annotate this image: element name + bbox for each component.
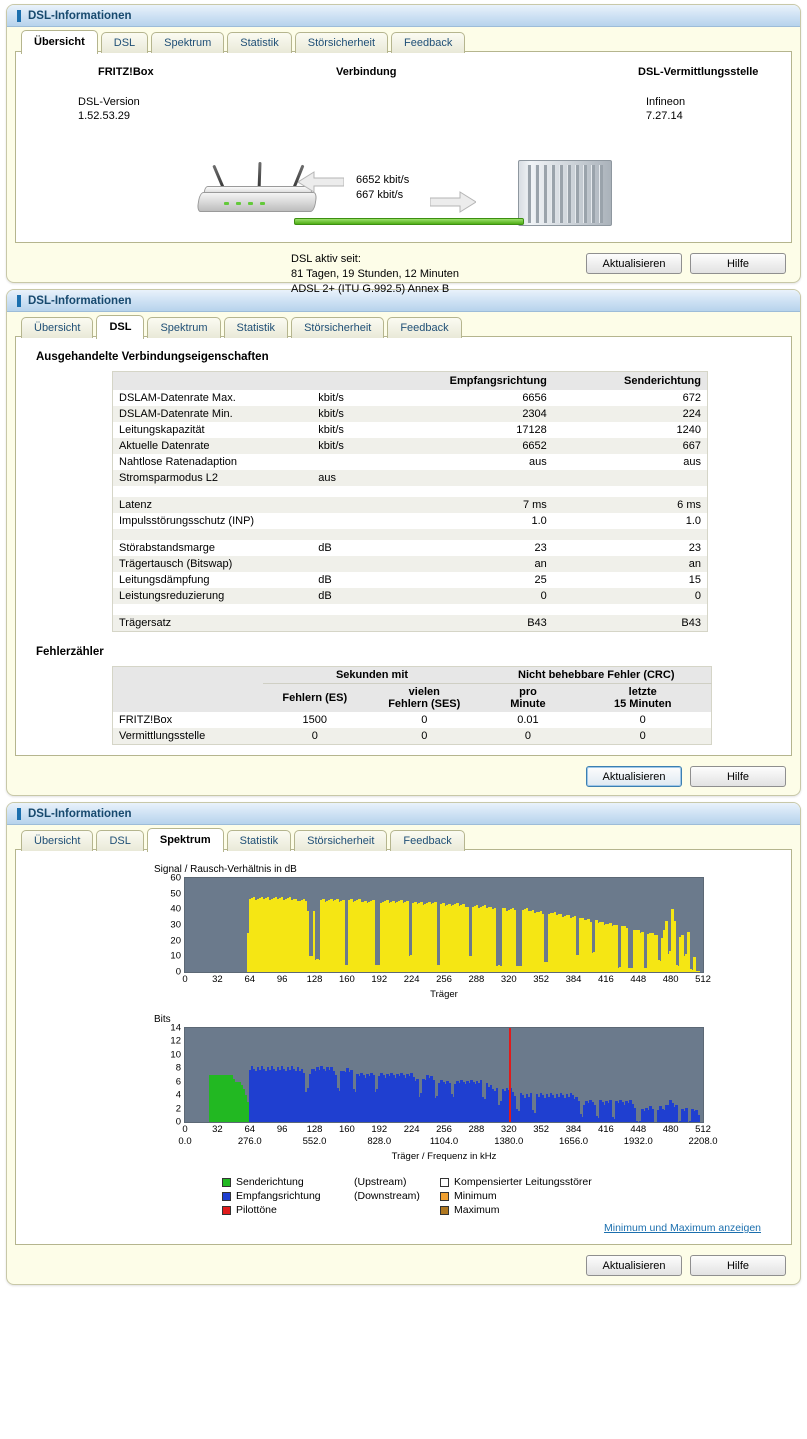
- cell-name: Leitungskapazität: [113, 422, 313, 438]
- overview-dslversion-value: 1.52.53.29: [78, 110, 130, 122]
- chart-bar: [651, 1109, 654, 1122]
- tab-dsl[interactable]: DSL: [96, 315, 144, 339]
- legend-label-send: Senderichtung: [236, 1176, 304, 1188]
- axis-tick-x: 384: [565, 974, 582, 985]
- axis-tick-x: 160: [338, 974, 355, 985]
- axis-tick-x: 96: [276, 974, 288, 985]
- axis-tick-x: 480: [662, 974, 679, 985]
- spectrum-legend: [222, 1176, 781, 1216]
- axis-tick-x-khz: 828.0: [367, 1136, 392, 1147]
- bits-xaxis-label: Träger / Frequenz in kHz: [391, 1151, 497, 1162]
- axis-tick-x: 64: [244, 1124, 256, 1135]
- axis-tick-x: 448: [630, 1124, 647, 1135]
- axis-tick-y: 50: [170, 888, 181, 900]
- col-group-crc: Nicht behebbare Fehler (CRC): [482, 667, 712, 684]
- table-row: [113, 422, 708, 438]
- col-ses-l1: vielen: [408, 686, 440, 698]
- router-led: [236, 202, 241, 205]
- cell-up: 23: [553, 540, 708, 556]
- chart-bar: [687, 932, 690, 972]
- dsl-properties-table: [112, 371, 708, 632]
- cell-down: B43: [398, 615, 553, 632]
- help-button[interactable]: Hilfe: [690, 1255, 786, 1276]
- active-since-value: 81 Tagen, 19 Stunden, 12 Minuten: [291, 268, 459, 280]
- col-crc-min-l2: Minute: [510, 698, 546, 710]
- legend-swatch-maximum: [440, 1206, 449, 1215]
- col-blank: [113, 667, 263, 684]
- axis-tick-x-khz: 1656.0: [558, 1136, 589, 1147]
- col-unit: [312, 372, 398, 391]
- error-counter-table: [112, 666, 712, 745]
- axis-tick-x: 128: [306, 974, 323, 985]
- help-button[interactable]: Hilfe: [690, 253, 786, 274]
- rate-downstream: 6652 kbit/s: [356, 174, 410, 186]
- cell-down: 6652: [398, 438, 553, 454]
- cell-name: DSLAM-Datenrate Min.: [113, 406, 313, 422]
- col-crc-15-l1: letzte: [628, 686, 657, 698]
- tab-statistik[interactable]: Statistik: [224, 317, 289, 338]
- dslam-illustration: [518, 160, 612, 226]
- cell-crc-15: 0: [574, 712, 711, 728]
- col-ses-l2: Fehlern (SES): [388, 698, 461, 710]
- title-accent-bar: [17, 295, 21, 307]
- cell-crc-min: 0: [482, 728, 575, 745]
- legend-swatch-compensated: [440, 1178, 449, 1187]
- legend-swatch-pilot: [222, 1206, 231, 1215]
- connection-rates: [356, 173, 409, 203]
- tab-spektrum[interactable]: Spektrum: [147, 317, 220, 338]
- chart-bar: [693, 957, 696, 972]
- snr-chart-title: Signal / Rausch-Verhältnis in dB: [154, 864, 297, 875]
- table-subheader-row: [113, 684, 712, 713]
- cell-down: an: [398, 556, 553, 572]
- cell-es: 1500: [263, 712, 368, 728]
- router-body: [196, 192, 317, 212]
- col-blank2: [113, 684, 263, 713]
- chart-bar: [697, 971, 700, 972]
- cell-unit: kbit/s: [312, 438, 398, 454]
- axis-tick-x: 416: [597, 974, 614, 985]
- axis-tick-x: 512: [695, 974, 711, 985]
- axis-tick-y: 14: [170, 1022, 181, 1034]
- panel-title-text: DSL-Informationen: [28, 9, 132, 22]
- cell-crc-min: 0.01: [482, 712, 575, 728]
- table-row: [113, 556, 708, 572]
- cell-up: 1240: [553, 422, 708, 438]
- cell-unit: aus: [312, 470, 398, 486]
- axis-tick-x: 224: [403, 974, 420, 985]
- overview-exchange-version: 7.27.14: [646, 110, 683, 122]
- tab-uebersicht[interactable]: Übersicht: [21, 317, 93, 338]
- panel-title-overview: [7, 5, 800, 27]
- chart-bar: [514, 910, 517, 972]
- cell-up: 672: [553, 390, 708, 406]
- cell-ses: 0: [367, 712, 481, 728]
- chart-bar: [434, 902, 437, 972]
- table-spacer: [113, 604, 708, 615]
- col-downstream: Empfangsrichtung: [398, 372, 553, 391]
- chart-bar: [641, 932, 644, 972]
- cell-down: aus: [398, 454, 553, 470]
- downstream-arrow-icon: [298, 170, 344, 194]
- tab-uebersicht[interactable]: Übersicht: [21, 30, 98, 54]
- col-crc-min: [482, 684, 575, 713]
- col-crc-min-l1: pro: [519, 686, 537, 698]
- tab-dsl[interactable]: DSL: [101, 32, 148, 53]
- bits-chart-wrap: [26, 1004, 781, 1166]
- table-group-header-row: [113, 667, 712, 684]
- overview-dslversion-label: DSL-Version: [78, 96, 140, 108]
- cell-unit: [312, 615, 398, 632]
- snr-xaxis-label: Träger: [430, 989, 458, 1000]
- bits-chart-title: Bits: [154, 1014, 171, 1025]
- router-led: [248, 202, 253, 205]
- cell-down: 2304: [398, 406, 553, 422]
- axis-tick-x: 416: [597, 1124, 614, 1135]
- cell-unit: [312, 497, 398, 513]
- cell-es: 0: [263, 728, 368, 745]
- tab-statistik[interactable]: Statistik: [227, 32, 292, 53]
- legend-swatch-minimum: [440, 1192, 449, 1201]
- legend-label-maximum: Maximum: [454, 1204, 500, 1216]
- dsl-table-body: [113, 390, 708, 632]
- cell-name: Aktuelle Datenrate: [113, 438, 313, 454]
- spektrum-buttons: [7, 1246, 800, 1276]
- cell-unit: kbit/s: [312, 422, 398, 438]
- axis-tick-x: 96: [276, 1124, 288, 1135]
- cell-name: Trägersatz: [113, 615, 313, 632]
- snr-bars: [185, 878, 703, 972]
- table-row: [113, 438, 708, 454]
- axis-tick-x-khz: 1104.0: [429, 1136, 459, 1147]
- legend-swatch-send: [222, 1178, 231, 1187]
- cell-unit: [312, 454, 398, 470]
- axis-tick-x-khz: 552.0: [302, 1136, 327, 1147]
- axis-tick-x: 0: [182, 1124, 188, 1135]
- axis-tick-x: 384: [565, 1124, 582, 1135]
- cell-unit: kbit/s: [312, 390, 398, 406]
- col-group-seconds: Sekunden mit: [263, 667, 482, 684]
- overview-active-since: [291, 252, 459, 297]
- table-row: [113, 588, 708, 604]
- cell-down: 17128: [398, 422, 553, 438]
- upstream-arrow-icon: [430, 190, 476, 214]
- legend-label-compensated: Kompensierter Leitungsstörer: [454, 1176, 592, 1188]
- axis-tick-y: 10: [170, 1049, 181, 1061]
- table-spacer: [113, 529, 708, 540]
- axis-tick-x-khz: 0.0: [178, 1136, 192, 1147]
- axis-tick-x: 224: [403, 1124, 420, 1135]
- tab-stoersicherheit[interactable]: Störsicherheit: [291, 317, 384, 338]
- cell-name: Latenz: [113, 497, 313, 513]
- tabbar-dsl: [7, 312, 800, 337]
- col-crc-15-l2: 15 Minuten: [613, 698, 672, 710]
- tab-uebersicht[interactable]: Übersicht: [21, 830, 93, 851]
- refresh-button[interactable]: Aktualisieren: [586, 253, 682, 274]
- cell-unit: dB: [312, 572, 398, 588]
- cell-up: B43: [553, 615, 708, 632]
- show-minmax-link[interactable]: Minimum und Maximum anzeigen: [604, 1222, 761, 1234]
- help-button[interactable]: Hilfe: [690, 766, 786, 787]
- cell-up: 6 ms: [553, 497, 708, 513]
- legend-label-pilot: Pilottöne: [236, 1204, 277, 1216]
- axis-tick-x: 352: [533, 974, 550, 985]
- table-row: [113, 513, 708, 529]
- tab-stoersicherheit[interactable]: Störsicherheit: [295, 32, 388, 53]
- axis-tick-x-khz: 1932.0: [623, 1136, 653, 1147]
- axis-tick-y: 40: [170, 903, 181, 915]
- col-es-l2: Fehlern (ES): [282, 692, 348, 704]
- chart-bar: [342, 900, 345, 972]
- axis-tick-y: 8: [175, 1062, 181, 1074]
- title-accent-bar: [17, 808, 21, 820]
- cell-name: Impulsstörungsschutz (INP): [113, 513, 313, 529]
- chart-bar: [685, 1108, 688, 1122]
- chart-bar: [615, 925, 618, 972]
- cell-up: 15: [553, 572, 708, 588]
- snr-chart-wrap: [26, 858, 781, 1004]
- title-accent-bar: [17, 10, 21, 22]
- cell-up: [553, 470, 708, 486]
- axis-tick-x-khz: 276.0: [237, 1136, 262, 1147]
- spektrum-body: [15, 849, 792, 1245]
- dsl-section-title: Ausgehandelte Verbindungseigenschaften: [36, 351, 269, 363]
- cell-name: Vermittlungsstelle: [113, 728, 263, 745]
- axis-tick-x: 160: [338, 1124, 355, 1135]
- cell-up: 0: [553, 588, 708, 604]
- table-row: [113, 712, 712, 728]
- error-section-title: Fehlerzähler: [36, 646, 104, 658]
- axis-tick-x: 128: [306, 1124, 323, 1135]
- cell-name: Stromsparmodus L2: [113, 470, 313, 486]
- table-row: [113, 390, 708, 406]
- tab-feedback[interactable]: Feedback: [391, 32, 465, 53]
- dsl-mode: ADSL 2+ (ITU G.992.5) Annex B: [291, 283, 450, 295]
- col-ses: [367, 684, 481, 713]
- table-row: [113, 540, 708, 556]
- tab-statistik[interactable]: Statistik: [227, 830, 292, 851]
- overview-connection-label: Verbindung: [336, 66, 397, 78]
- axis-tick-y: 4: [175, 1089, 181, 1101]
- rate-upstream: 667 kbit/s: [356, 189, 404, 201]
- panel-title-text: DSL-Informationen: [28, 807, 132, 820]
- refresh-button[interactable]: Aktualisieren: [586, 1255, 682, 1276]
- axis-tick-x: 256: [436, 974, 452, 985]
- chart-bar: [697, 1115, 700, 1122]
- bits-bars: [185, 1028, 703, 1122]
- cell-down: 1.0: [398, 513, 553, 529]
- panel-overview: [6, 4, 801, 295]
- cell-crc-15: 0: [574, 728, 711, 745]
- axis-tick-y: 20: [170, 935, 181, 947]
- table-row: [113, 406, 708, 422]
- axis-tick-y: 30: [170, 919, 181, 931]
- cell-name: Trägertausch (Bitswap): [113, 556, 313, 572]
- cell-down: 23: [398, 540, 553, 556]
- router-led: [260, 202, 265, 205]
- error-table-body: [113, 712, 712, 745]
- cell-unit: [312, 513, 398, 529]
- tab-spektrum[interactable]: Spektrum: [151, 32, 224, 53]
- overview-exchange-vendor: Infineon: [646, 96, 686, 108]
- cell-ses: 0: [367, 728, 481, 745]
- axis-tick-y: 60: [170, 872, 181, 884]
- tabbar-overview: [7, 27, 800, 52]
- cell-unit: kbit/s: [312, 406, 398, 422]
- chart-bar: [635, 1121, 638, 1122]
- table-row: [113, 728, 712, 745]
- axis-tick-x: 320: [500, 1124, 517, 1135]
- axis-tick-y: 2: [175, 1103, 181, 1115]
- axis-tick-y: 12: [170, 1035, 181, 1047]
- cell-name: Störabstandsmarge: [113, 540, 313, 556]
- axis-tick-x: 32: [212, 1124, 223, 1135]
- table-row: [113, 470, 708, 486]
- cell-up: 224: [553, 406, 708, 422]
- table-header-row: [113, 372, 708, 391]
- col-name: [113, 372, 313, 391]
- axis-tick-x: 0: [182, 974, 188, 985]
- refresh-button[interactable]: Aktualisieren: [586, 766, 682, 787]
- axis-tick-y: 0: [175, 1116, 181, 1128]
- cell-up: 667: [553, 438, 708, 454]
- cell-down: 0: [398, 588, 553, 604]
- table-row: [113, 615, 708, 632]
- legend-note-recv: (Downstream): [354, 1190, 420, 1202]
- tab-dsl[interactable]: DSL: [96, 830, 143, 851]
- col-crc-15: [574, 684, 711, 713]
- axis-tick-x: 192: [371, 974, 388, 985]
- cell-down: 7 ms: [398, 497, 553, 513]
- axis-tick-x: 480: [662, 1124, 679, 1135]
- axis-tick-x: 352: [533, 1124, 550, 1135]
- axis-tick-x: 192: [371, 1124, 388, 1135]
- overview-device-label: FRITZ!Box: [98, 66, 154, 78]
- chart-bar: [675, 1105, 678, 1122]
- bits-chart-plot: [170, 1022, 718, 1147]
- axis-tick-x-khz: 1380.0: [494, 1136, 524, 1147]
- active-since-label: DSL aktiv seit:: [291, 253, 361, 265]
- table-spacer: [113, 486, 708, 497]
- axis-tick-y: 10: [170, 950, 181, 962]
- axis-tick-x: 256: [436, 1124, 452, 1135]
- legend-label-minimum: Minimum: [454, 1190, 497, 1202]
- connection-line: [294, 218, 524, 225]
- axis-tick-x: 288: [468, 1124, 485, 1135]
- cell-up: aus: [553, 454, 708, 470]
- cell-up: 1.0: [553, 513, 708, 529]
- axis-tick-x: 448: [630, 974, 647, 985]
- tab-spektrum[interactable]: Spektrum: [147, 828, 224, 852]
- col-upstream: Senderichtung: [553, 372, 708, 391]
- cell-down: 25: [398, 572, 553, 588]
- cell-name: Nahtlose Ratenadaption: [113, 454, 313, 470]
- table-row: [113, 497, 708, 513]
- cell-down: [398, 470, 553, 486]
- cell-name: DSLAM-Datenrate Max.: [113, 390, 313, 406]
- axis-tick-x: 512: [695, 1124, 711, 1135]
- cell-name: Leistungsreduzierung: [113, 588, 313, 604]
- axis-tick-x-khz: 2208.0: [688, 1136, 718, 1147]
- snr-chart-plot: [170, 872, 711, 985]
- router-led: [224, 202, 229, 205]
- axis-tick-x: 288: [468, 974, 485, 985]
- tab-feedback[interactable]: Feedback: [390, 830, 464, 851]
- table-row: [113, 454, 708, 470]
- cell-unit: dB: [312, 588, 398, 604]
- chart-bar: [494, 908, 497, 972]
- legend-note-send: (Upstream): [354, 1176, 407, 1188]
- axis-tick-y: 6: [175, 1076, 181, 1088]
- panel-title-text: DSL-Informationen: [28, 294, 132, 307]
- dsl-info-page: [0, 4, 807, 1439]
- panel-dsl: [6, 289, 801, 796]
- tab-feedback[interactable]: Feedback: [387, 317, 461, 338]
- col-es: [263, 684, 368, 713]
- axis-tick-x: 32: [212, 974, 223, 985]
- panel-spektrum: [6, 802, 801, 1285]
- axis-tick-y: 0: [175, 966, 181, 978]
- axis-tick-x: 320: [500, 974, 517, 985]
- overview-exchange-label: DSL-Vermittlungsstelle: [638, 66, 759, 78]
- dsl-buttons: [7, 757, 800, 787]
- table-row: [113, 572, 708, 588]
- tabbar-spektrum: [7, 825, 800, 850]
- cell-unit: [312, 556, 398, 572]
- cell-unit: dB: [312, 540, 398, 556]
- legend-label-recv: Empfangsrichtung: [236, 1190, 321, 1202]
- tab-stoersicherheit[interactable]: Störsicherheit: [294, 830, 387, 851]
- cell-name: Leitungsdämpfung: [113, 572, 313, 588]
- chart-bar: [625, 928, 628, 972]
- pilot-tone-marker: [509, 1028, 511, 1122]
- panel-title-spektrum: [7, 803, 800, 825]
- legend-swatch-recv: [222, 1192, 231, 1201]
- axis-tick-x: 64: [244, 974, 256, 985]
- cell-up: an: [553, 556, 708, 572]
- dsl-body: [15, 336, 792, 756]
- chart-bar: [372, 900, 375, 972]
- cell-down: 6656: [398, 390, 553, 406]
- cell-name: FRITZ!Box: [113, 712, 263, 728]
